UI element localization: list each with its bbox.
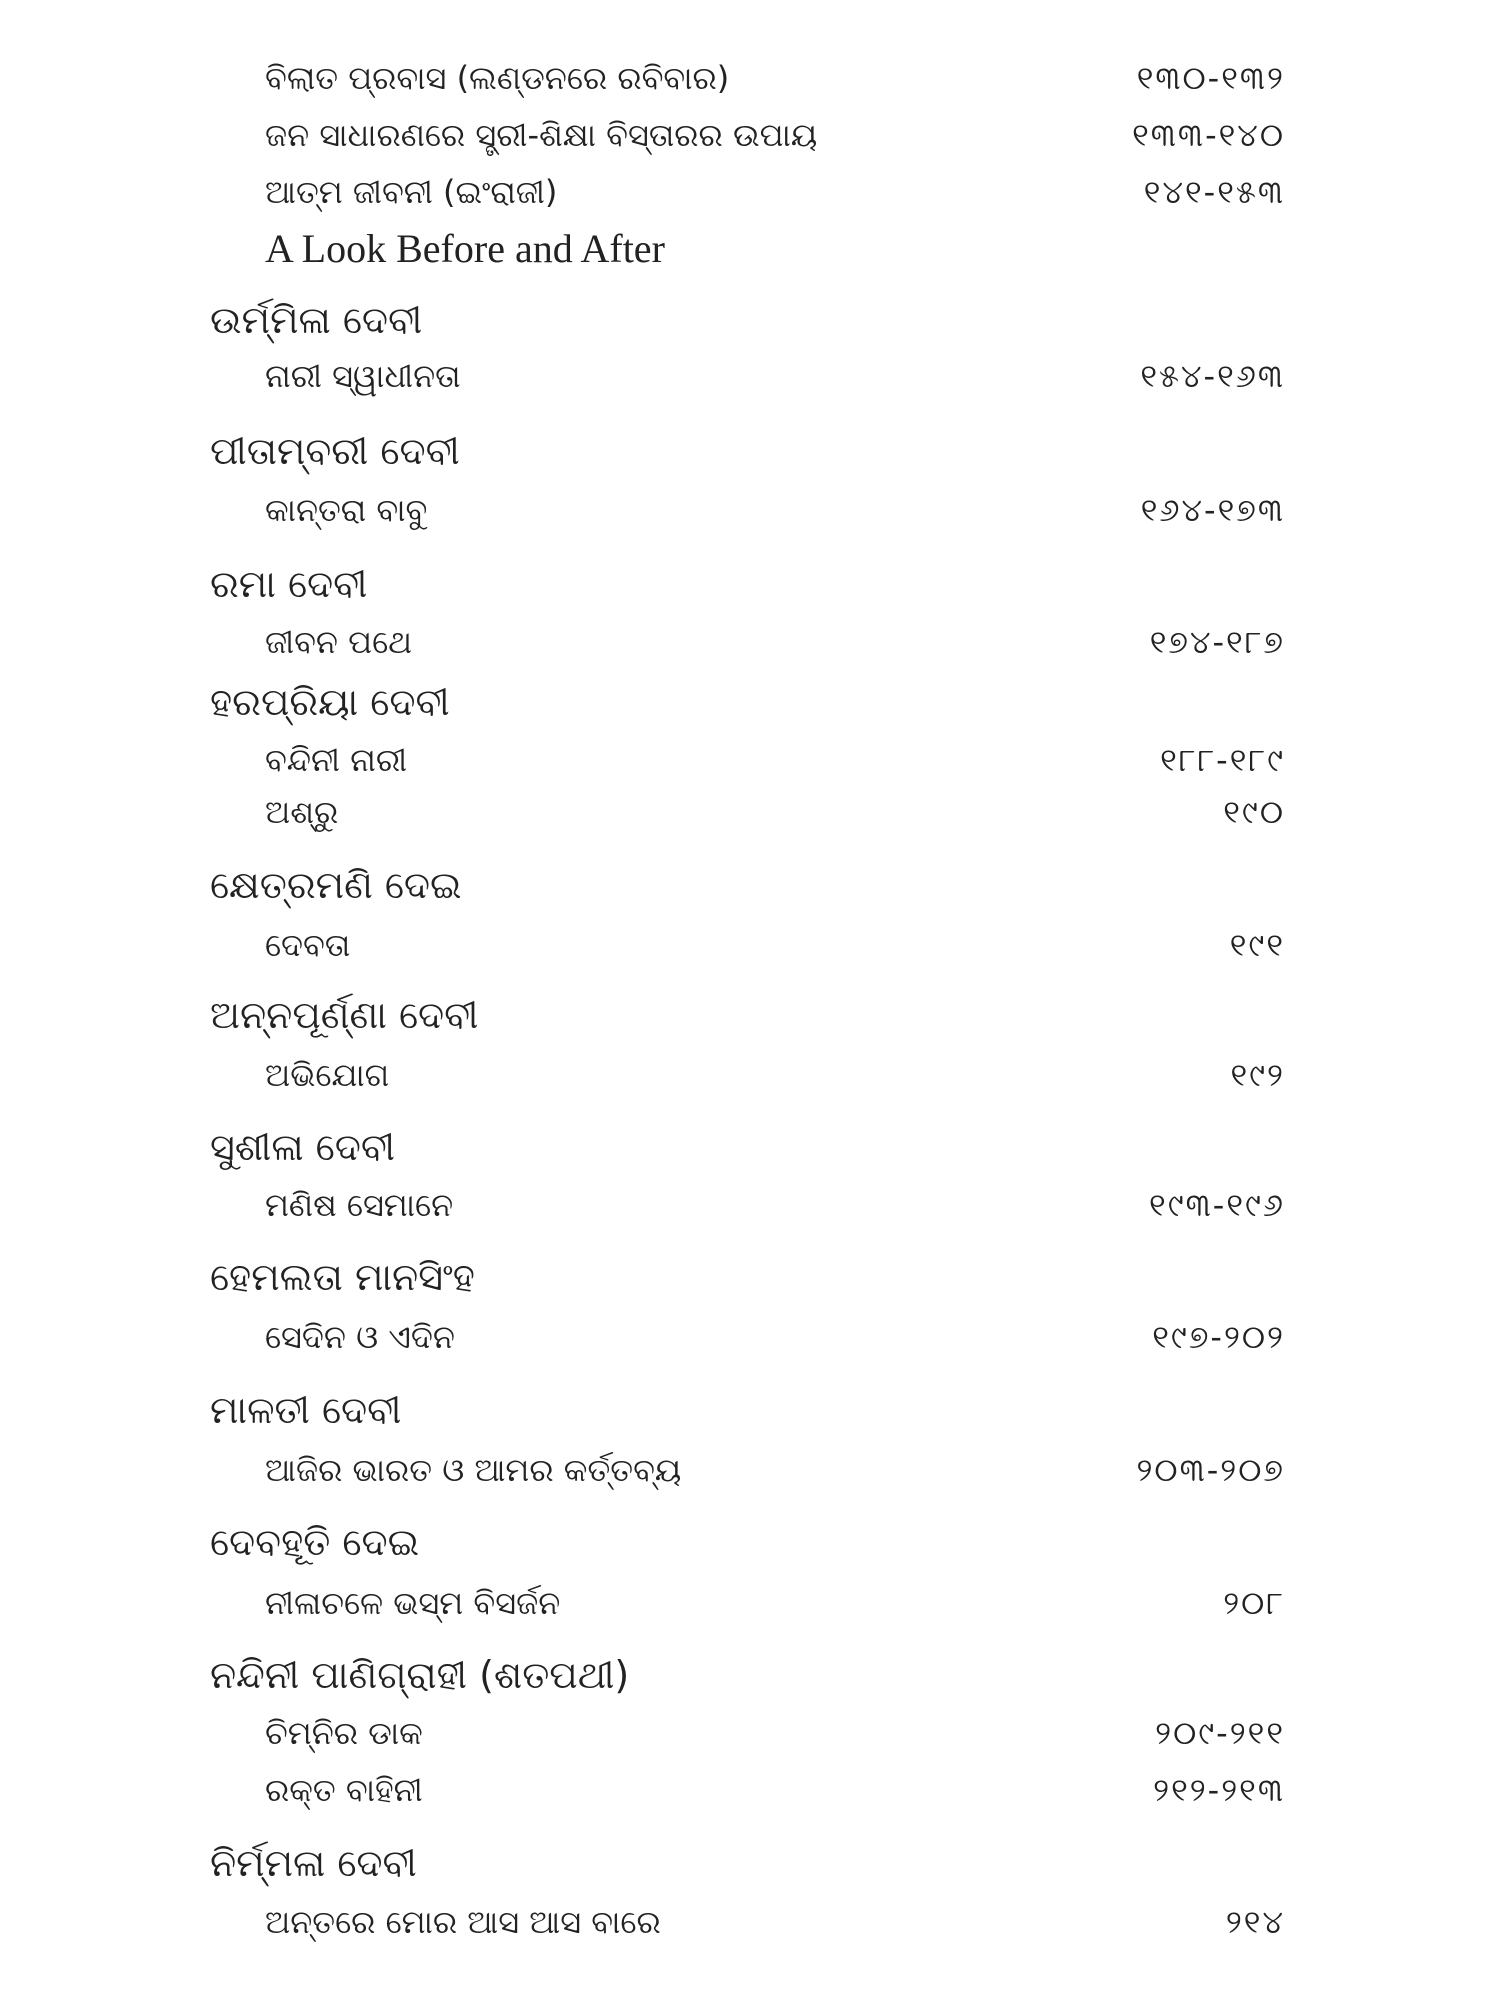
author-row [0,1247,1500,1307]
entry-title: ଆତ୍ମ ଜୀବନୀ (ଇଂରାଜୀ) [265,173,558,211]
entry-row [0,162,1500,222]
entry-row [0,730,1500,790]
author-name: ହରପ୍ରିୟା ଦେବୀ [210,680,450,724]
author-name: ରମା ଦେବୀ [210,562,368,606]
entry-row [0,105,1500,165]
entry-title: ନୀଳାଚଳେ ଭସ୍ମ ବିସର୍ଜନ [265,1584,561,1622]
page-range: ୧୮୮-୧୮୯ [1160,741,1285,779]
author-name: ଉର୍ମ୍ମିଳା ଦେବୀ [210,298,423,342]
author-name: ସୁଶୀଳା ଦେବୀ [210,1125,396,1169]
entry-title: ଅଭିଯୋଗ [265,1056,390,1094]
entry-row [0,1045,1500,1105]
author-row [0,1117,1500,1177]
author-name: ନନ୍ଦିନୀ ପାଣିଗ୍ରାହୀ (ଶତପଥୀ) [210,1653,630,1697]
entry-row [0,612,1500,672]
author-name: ଅନ୍ନପୂର୍ଣ୍ଣା ଦେବୀ [210,993,479,1037]
page-range: ୨୦୯-୨୧୧ [1155,1714,1285,1752]
entry-title: ନାରୀ ସ୍ୱାଧୀନତା [265,357,461,395]
page-range: ୨୧୪ [1225,1903,1285,1941]
entry-row [0,480,1500,540]
page-range: ୧୯୩-୧୯୬ [1149,1186,1285,1224]
page-range: ୧୯୦ [1223,793,1285,831]
entry-row [0,782,1500,842]
entry-row [0,1892,1500,1952]
page-range: ୧୫୪-୧୬୩ [1140,357,1285,395]
author-row [0,1645,1500,1705]
entry-title: କାନ୍ତରା ବାବୁ [265,491,428,529]
entry-row [0,1760,1500,1820]
entry-title: ବିଲାତ ପ୍ରବାସ (ଲଣ୍ଡନରେ ରବିବାର) [265,59,730,97]
entry-title: ଅନ୍ତରେ ମୋର ଆସ ଆସ ବାରେ [265,1903,661,1941]
page-range: ୧୪୧-୧୫୩ [1143,173,1285,211]
page-range: ୧୩୦-୧୩୨ [1136,59,1285,97]
page-range: ୧୯୧ [1229,926,1285,964]
page-range: ୧୬୪-୧୭୩ [1140,491,1285,529]
entry-row [0,1573,1500,1633]
entry-title: ମଣିଷ ସେମାନେ [265,1186,454,1224]
entry-row [0,346,1500,406]
author-name: ନିର୍ମ୍ମଳା ଦେବୀ [210,1841,417,1885]
entry-title: ବନ୍ଦିନୀ ନାରୀ [265,741,408,779]
entry-row [0,1703,1500,1763]
page-range: ୨୧୨-୨୧୩ [1153,1771,1285,1809]
entry-row [0,915,1500,975]
author-row [0,290,1500,350]
author-row [0,672,1500,732]
entry-title: ଚିମ୍ନିର ଡାକ [265,1714,423,1752]
entry-title: ଜନ ସାଧାରଣରେ ସ୍ତ୍ରୀ-ଶିକ୍ଷା ବିସ୍ତାରର ଉପାୟ [265,116,818,154]
entry-title: ଦେବତା [265,926,351,964]
author-row [0,855,1500,915]
entry-row [0,48,1500,108]
entry-row [0,1440,1500,1500]
author-name: ହେମଲତା ମାନସିଂହ [210,1255,475,1299]
author-name: କ୍ଷେତ୍ରମଣି ଦେଇ [210,863,462,907]
entry-title: A Look Before and After [265,226,665,271]
author-name: ପୀତାମ୍ବରୀ ଦେବୀ [210,429,460,473]
entry-title: ଜୀବନ ପଥେ [265,623,413,661]
author-row [0,554,1500,614]
entry-row [0,1307,1500,1367]
page-range: ୨୦୮ [1223,1584,1285,1622]
page-range: ୨୦୩-୨୦୭ [1136,1451,1285,1489]
page-range: ୧୭୪-୧୮୭ [1149,623,1285,661]
entry-title: ଅଶ୍ରୁ [265,793,339,831]
author-name: ମାଳତୀ ଦେବୀ [210,1388,402,1432]
author-row [0,985,1500,1045]
page-range: ୧୯୭-୨୦୨ [1152,1318,1285,1356]
author-row [0,1380,1500,1440]
author-row [0,1512,1500,1572]
author-row [0,1833,1500,1893]
author-name: ଦେବହୂତି ଦେଇ [210,1520,420,1564]
entry-row [0,1175,1500,1235]
page-range: ୧୩୩-୧୪୦ [1132,116,1285,154]
entry-title: ରକ୍ତ ବାହିନୀ [265,1771,423,1809]
author-row [0,421,1500,481]
entry-row [0,219,1500,279]
entry-title: ଆଜିର ଭାରତ ଓ ଆମର କର୍ତ୍ତବ୍ୟ [265,1451,682,1489]
entry-title: ସେଦିନ ଓ ଏଦିନ [265,1318,455,1356]
page-range: ୧୯୨ [1230,1056,1285,1094]
